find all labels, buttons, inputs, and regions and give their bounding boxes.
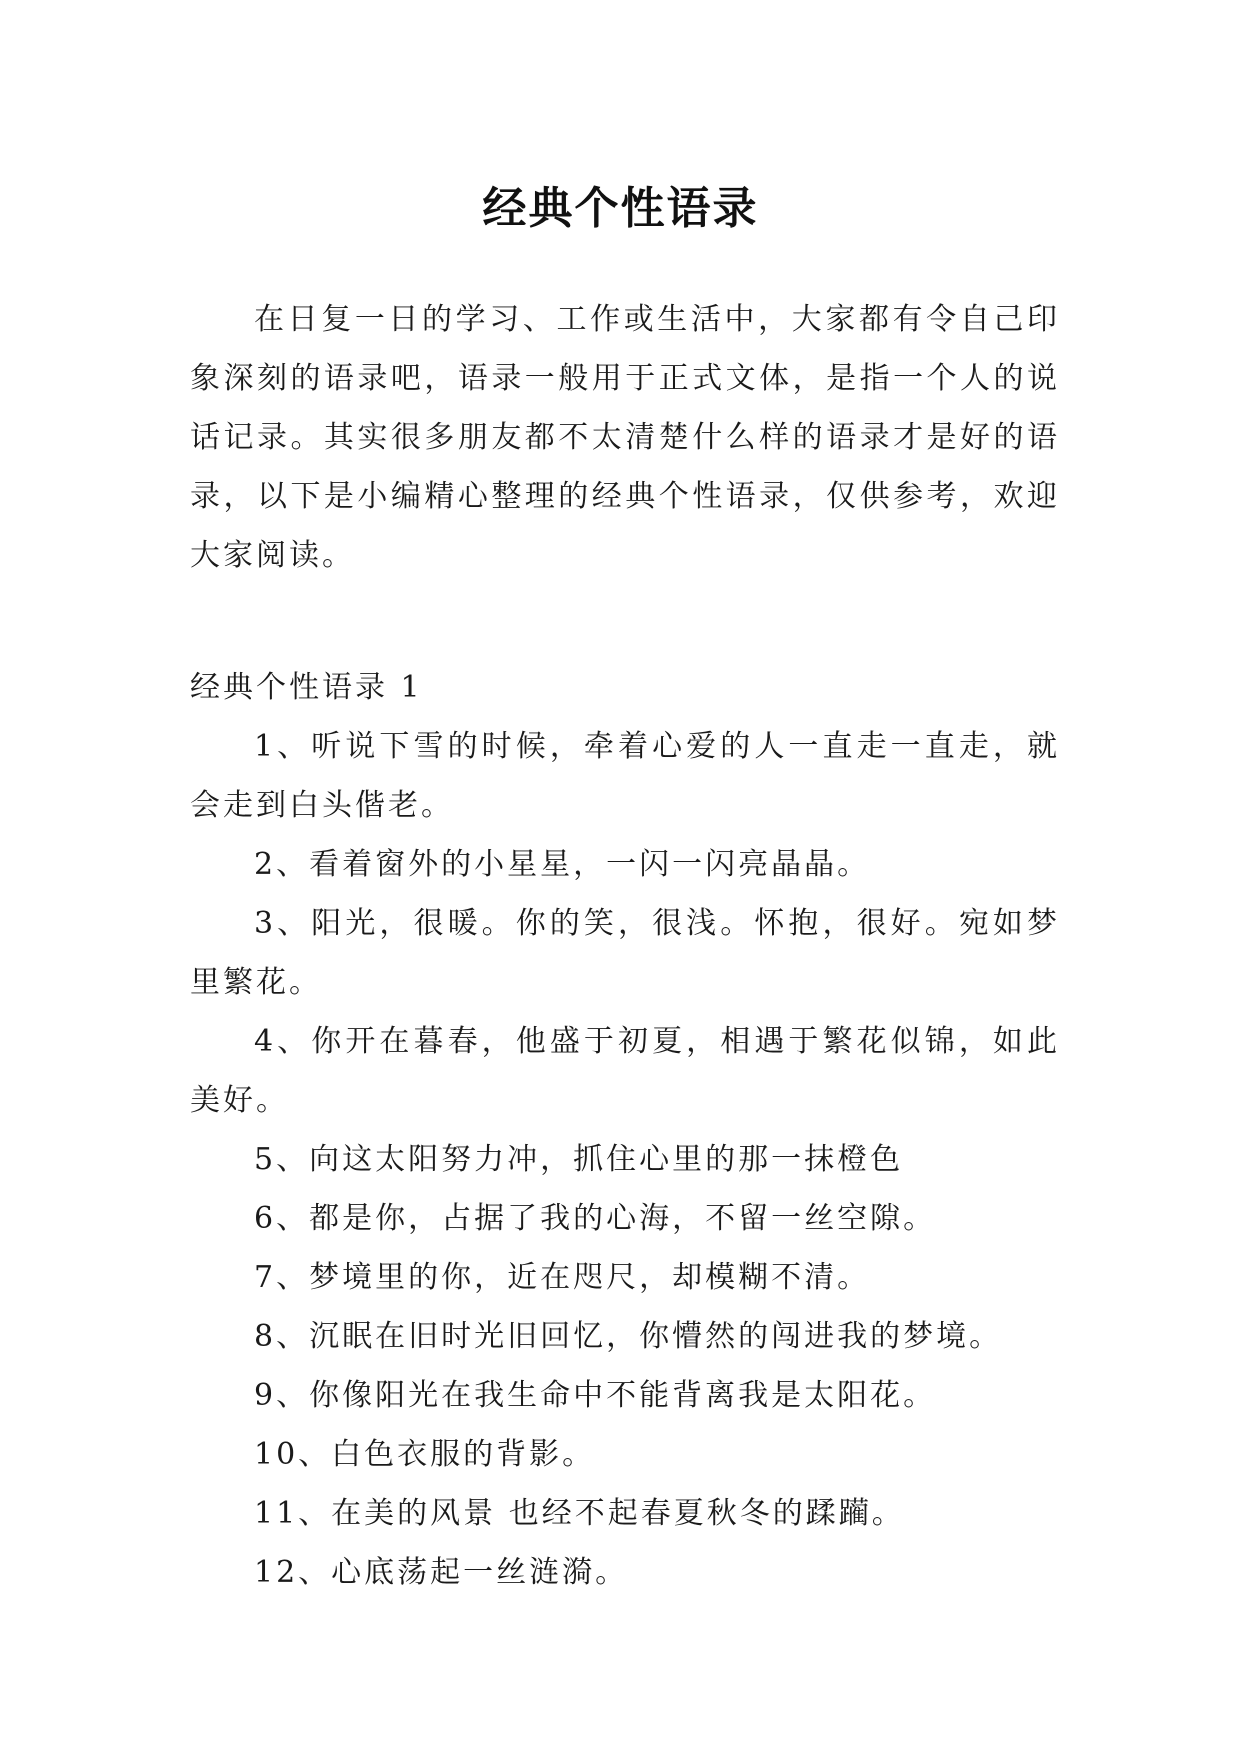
quote-item-1: 1、听说下雪的时候，牵着心爱的人一直走一直走，就会走到白头偕老。 xyxy=(190,729,1060,823)
document-body xyxy=(190,290,1060,1602)
page-title: 经典个性语录 xyxy=(482,183,759,235)
quote-item-3: 3、阳光，很暖。你的笑，很浅。怀抱，很好。宛如梦里繁花。 xyxy=(190,906,1060,1000)
intro-paragraph: 在日复一日的学习、工作或生活中，大家都有令自己印象深刻的语录吧，语录一般用于正式文体，是指一个人的说话记录。其实很多朋友都不太清楚什么样的语录才是好的语录，以下是小编精心整理的经典个性语录，仅供参考，欢迎大家阅读。 xyxy=(190,302,1060,573)
quote-item-11: 11、在美的风景 也经不起春夏秋冬的蹂躏。 xyxy=(254,1496,905,1531)
quote-item-12: 12、心底荡起一丝涟漪。 xyxy=(254,1555,629,1590)
quote-item-4: 4、你开在暮春，他盛于初夏，相遇于繁花似锦，如此美好。 xyxy=(190,1024,1060,1118)
quote-item-8: 8、沉眠在旧时光旧回忆，你懵然的闯进我的梦境。 xyxy=(254,1319,1003,1354)
quote-item-5: 5、向这太阳努力冲，抓住心里的那一抹橙色 xyxy=(254,1142,904,1177)
quote-item-2: 2、看着窗外的小星星，一闪一闪亮晶晶。 xyxy=(254,847,871,882)
section-heading: 经典个性语录 1 xyxy=(190,670,423,705)
quote-item-9: 9、你像阳光在我生命中不能背离我是太阳花。 xyxy=(254,1378,937,1413)
quote-item-7: 7、梦境里的你，近在咫尺，却模糊不清。 xyxy=(254,1260,871,1295)
quote-item-6: 6、都是你，占据了我的心海，不留一丝空隙。 xyxy=(254,1201,937,1236)
quote-item-10: 10、白色衣服的背影。 xyxy=(254,1437,596,1472)
quote-list xyxy=(190,717,1060,1602)
